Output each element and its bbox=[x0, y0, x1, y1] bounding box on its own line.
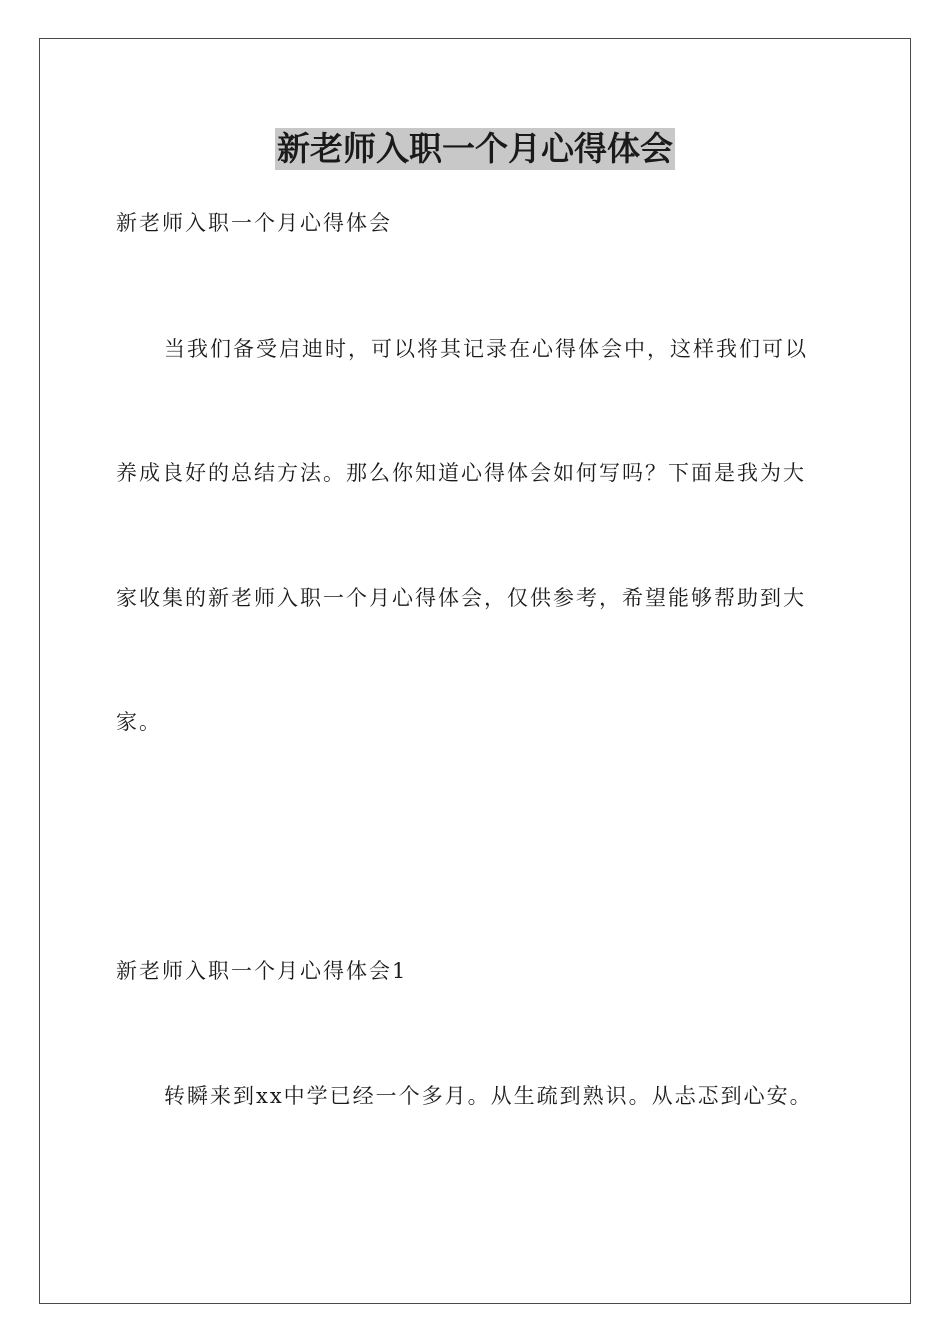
paragraph-line: 转瞬来到xx中学已经一个多月。从生疏到熟识。从忐忑到心安。 bbox=[164, 1084, 813, 1108]
paragraph-line: 家收集的新老师入职一个月心得体会，仅供参考，希望能够帮助到大 bbox=[116, 586, 806, 610]
title-container bbox=[0, 128, 950, 170]
section-heading: 新老师入职一个月心得体会1 bbox=[116, 959, 408, 983]
document-subtitle: 新老师入职一个月心得体会 bbox=[116, 211, 392, 235]
paragraph-line: 当我们备受启迪时，可以将其记录在心得体会中，这样我们可以 bbox=[164, 337, 808, 361]
paragraph-line: 养成良好的总结方法。那么你知道心得体会如何写吗？下面是我为大 bbox=[116, 461, 806, 485]
document-title: 新老师入职一个月心得体会 bbox=[277, 129, 673, 168]
paragraph-line: 家。 bbox=[116, 710, 162, 734]
